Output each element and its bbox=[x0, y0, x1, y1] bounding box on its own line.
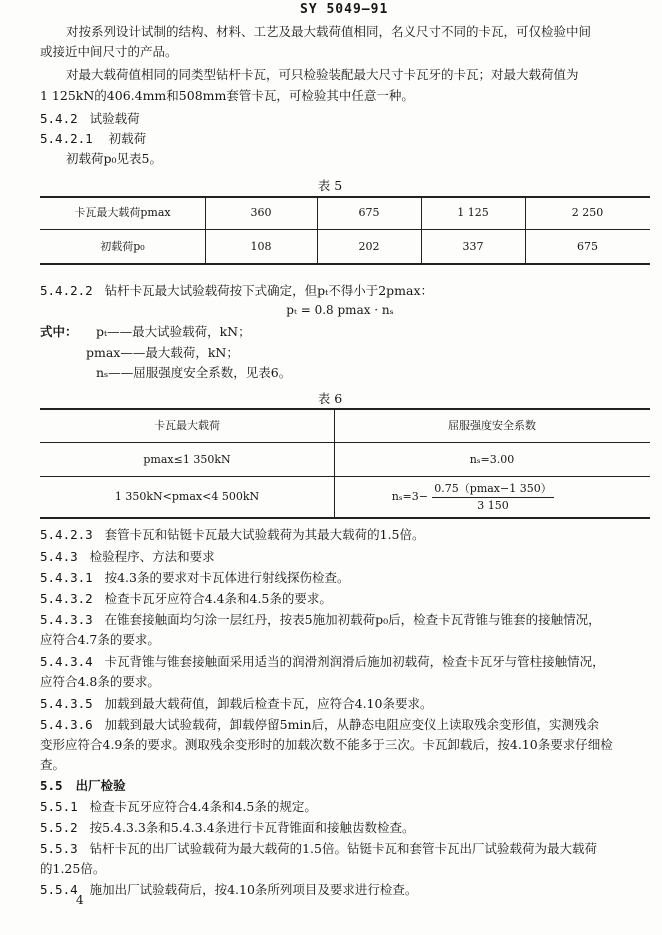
section-5-4-3-2 bbox=[40, 591, 332, 607]
table6-r1-load: pmax≤1 350kN bbox=[143, 453, 231, 466]
section-5-4-3 bbox=[40, 549, 215, 565]
section-number: 5.4.3.1 bbox=[40, 570, 93, 585]
section-title: 试验载荷 bbox=[89, 111, 140, 126]
table5-cell: 675 bbox=[577, 240, 598, 253]
intro-p1-line1: 对按系列设计试制的结构、材料、工艺及最大载荷值相同，名义尺寸不同的卡瓦，可仅检验中间 bbox=[66, 24, 592, 39]
section-text: 加载到最大载荷值，卸载后检查卡瓦，应符合4.10条要求。 bbox=[104, 696, 433, 711]
section-5-4-3-3 bbox=[40, 612, 601, 628]
section-5-4-2-1 bbox=[40, 131, 146, 147]
table5-title: 表 5 bbox=[317, 178, 343, 193]
formula-denominator: 3 150 bbox=[477, 499, 509, 512]
section-text: 检查卡瓦牙应符合4.4条和4.5条的规定。 bbox=[89, 799, 317, 814]
section-number: 5.4.3.5 bbox=[40, 696, 93, 711]
table6-r1-factor: nₛ=3.00 bbox=[469, 453, 515, 466]
intro-p2-line2: 1 125kN的406.4mm和508mm套管卡瓦，可检验其中任意一种。 bbox=[40, 88, 414, 103]
formula-numerator: 0.75（pmax−1 350） bbox=[434, 482, 552, 495]
section-text: 加载到最大试验载荷，卸载停留5min后，从静态电阻应变仪上读取残余变形值，实测残余 bbox=[104, 717, 599, 732]
section-number: 5.4.3.2 bbox=[40, 591, 93, 606]
section-title: 出厂检验 bbox=[75, 778, 126, 793]
definition-pmax: pmax——最大载荷，kN； bbox=[86, 345, 239, 360]
section-text: 钻杆卡瓦最大试验载荷按下式确定，但pₜ不得小于2pmax： bbox=[104, 283, 434, 298]
table6-header-safety-factor: 屈服强度安全系数 bbox=[448, 419, 536, 432]
definition-pt: pₜ——最大试验载荷，kN； bbox=[96, 324, 251, 339]
section-5-4-3-6-cont2: 查。 bbox=[40, 757, 66, 772]
section-5-4-3-6-cont1: 变形应符合4.9条的要求。测取残余变形时的加载次数不能多于三次。卡瓦卸载后，按4.10条要求仔细检 bbox=[40, 737, 613, 752]
section-text: 套管卡瓦和钻铤卡瓦最大试验载荷为其最大载荷的1.5倍。 bbox=[104, 527, 425, 542]
section-number: 5.5.4 bbox=[40, 882, 78, 897]
section-text: 按4.3条的要求对卡瓦体进行射线探伤检查。 bbox=[104, 570, 350, 585]
section-5-4-2 bbox=[40, 111, 140, 127]
section-5-5 bbox=[40, 778, 126, 794]
table5-cell: 2 250 bbox=[571, 206, 604, 219]
section-5-5-1 bbox=[40, 799, 317, 815]
section-5-4-2-2 bbox=[40, 283, 433, 299]
intro-p1-line2: 或接近中间尺寸的产品。 bbox=[40, 44, 178, 59]
section-number: 5.4.3.3 bbox=[40, 612, 93, 627]
table5-cell: 108 bbox=[250, 240, 272, 253]
intro-p2-line1: 对最大载荷值相同的同类型钻杆卡瓦，可只检验装配最大尺寸卡瓦牙的卡瓦；对最大载荷值为 bbox=[66, 67, 579, 82]
section-text: 卡瓦背锥与锥套接触面采用适当的润滑剂润滑后施加初载荷，检查卡瓦牙与管柱接触情况， bbox=[104, 654, 605, 669]
section-number: 5.4.2.1 bbox=[40, 131, 93, 146]
table6-header-max-load: 卡瓦最大载荷 bbox=[154, 419, 220, 432]
section-5-4-2-3 bbox=[40, 527, 425, 543]
section-text: 按5.4.3.3条和5.4.3.4条进行卡瓦背锥面和接触齿数检查。 bbox=[89, 820, 415, 835]
section-5-5-4 bbox=[40, 882, 417, 898]
section-5-5-3 bbox=[40, 841, 597, 857]
section-5-4-3-4 bbox=[40, 654, 605, 670]
section-5-5-2 bbox=[40, 820, 415, 836]
section-number: 5.4.3 bbox=[40, 549, 78, 564]
section-title: 初载荷 bbox=[108, 131, 147, 146]
section-title: 检验程序、方法和要求 bbox=[89, 549, 215, 564]
section-5-5-3-cont: 的1.25倍。 bbox=[40, 861, 106, 876]
table6-r2-load: 1 350kN<pmax<4 500kN bbox=[114, 490, 260, 503]
where-label: 式中： bbox=[40, 324, 78, 339]
section-number: 5.4.3.4 bbox=[40, 654, 93, 669]
section-5-4-3-1 bbox=[40, 570, 350, 586]
section-number: 5.5.1 bbox=[40, 799, 78, 814]
section-number: 5.4.3.6 bbox=[40, 717, 93, 732]
table5-cell: 1 125 bbox=[457, 206, 489, 219]
table6-title: 表 6 bbox=[317, 391, 343, 406]
table5-cell: 202 bbox=[358, 240, 380, 253]
table5-cell: 360 bbox=[250, 206, 272, 219]
section-text: 钻杆卡瓦的出厂试验载荷为最大载荷的1.5倍。钻铤卡瓦和套管卡瓦出厂试验载荷为最大载荷 bbox=[89, 841, 597, 856]
table5-row2-label: 初载荷p₀ bbox=[100, 240, 145, 253]
section-number: 5.5.3 bbox=[40, 841, 78, 856]
section-number: 5.5 bbox=[40, 778, 63, 793]
section-5-4-3-6 bbox=[40, 717, 599, 733]
table5-cell: 675 bbox=[358, 206, 380, 219]
section-text: 检查卡瓦牙应符合4.4条和4.5条的要求。 bbox=[104, 591, 332, 606]
initial-load-text: 初载荷p₀见表5。 bbox=[66, 151, 162, 166]
formula-lhs: nₛ=3− bbox=[391, 490, 428, 503]
section-text: 在锥套接触面均匀涂一层红丹，按表5施加初载荷p₀后，检查卡瓦背锥与锥套的接触情况， bbox=[104, 612, 601, 627]
section-5-4-3-4-cont: 应符合4.8条的要求。 bbox=[40, 674, 160, 689]
section-text: 施加出厂试验载荷后，按4.10条所列项目及要求进行检查。 bbox=[89, 882, 418, 897]
table5-cell: 337 bbox=[462, 240, 484, 253]
section-number: 5.4.2.3 bbox=[40, 527, 93, 542]
section-number: 5.4.2 bbox=[40, 111, 78, 126]
section-number: 5.4.2.2 bbox=[40, 283, 93, 298]
page-number: 4 bbox=[76, 893, 84, 907]
definition-ns: nₛ——屈服强度安全系数，见表6。 bbox=[96, 365, 292, 380]
table5-row1-label: 卡瓦最大载荷pmax bbox=[74, 206, 171, 219]
section-5-4-3-3-cont: 应符合4.7条的要求。 bbox=[40, 632, 160, 647]
section-5-4-3-5 bbox=[40, 696, 432, 712]
standard-number-header: SY 5049—91 bbox=[300, 2, 389, 17]
formula: pₜ = 0.8 pmax · nₛ bbox=[286, 303, 394, 317]
section-number: 5.5.2 bbox=[40, 820, 78, 835]
